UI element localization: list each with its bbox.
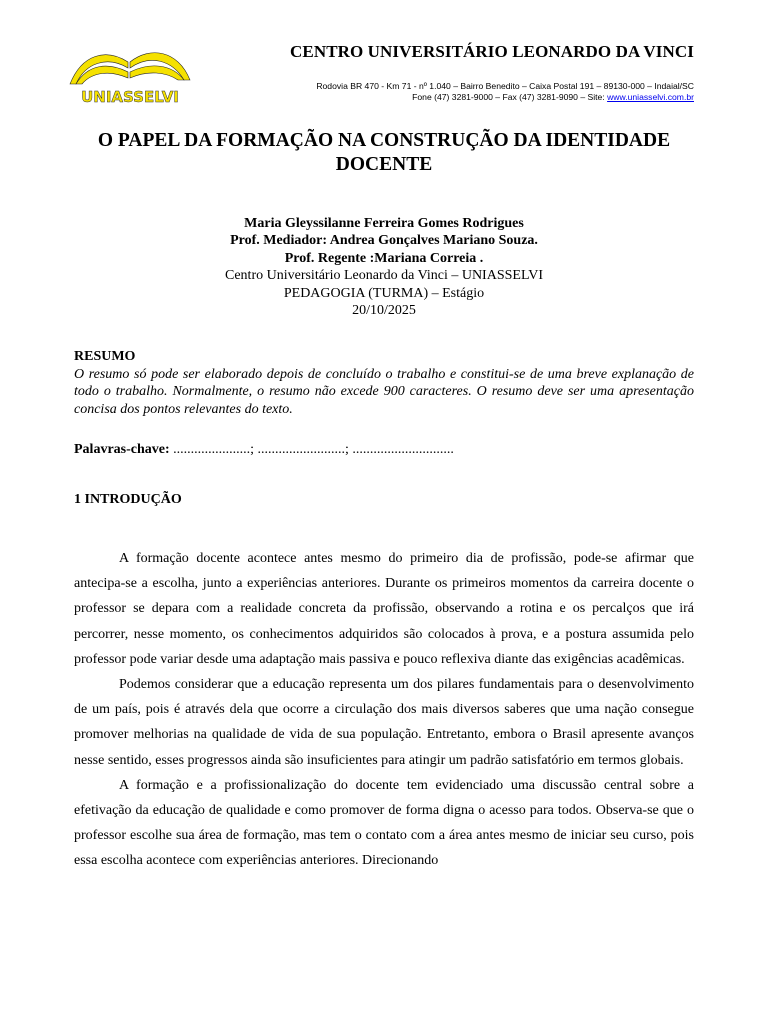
- abstract-text: O resumo só pode ser elaborado depois de concluído o trabalho e constitui-se de uma breve explanação de todo o trabalho. Normalmente, o resumo não excede 900 caracteres. O resumo deve ser uma apresentação concisa dos pontos relevantes do texto.: [74, 367, 694, 417]
- keywords-value: ......................; .........................; .............................: [169, 442, 454, 457]
- author-name: Maria Gleyssilanne Ferreira Gomes Rodrigues: [244, 216, 524, 231]
- paragraph: A formação e a profissionalização do docente tem evidenciado uma discussão central sobre a efetivação da educação de qualidade e como promover de forma digna o acesso para todos. Observa-se que o professor escolhe sua área de formação, mas tem o contato com a área antes mesmo de iniciar seu curso, pois essa escolha acontece com experiências anteriores. Direcionando: [74, 777, 694, 869]
- contact-line: [210, 92, 694, 103]
- abstract-heading: RESUMO: [74, 349, 136, 364]
- author-institution: Centro Universitário Leonardo da Vinci – UNIASSELVI: [225, 268, 543, 284]
- address-line: Rodovia BR 470 - Km 71 - nº 1.040 – Bairro Benedito – Caixa Postal 191 – 89130-000 – Indaial/SC: [316, 81, 694, 91]
- institution-name: CENTRO UNIVERSITÁRIO LEONARDO DA VINCI: [290, 42, 694, 61]
- document-date: 20/10/2025: [352, 303, 416, 319]
- introduction-heading: 1 INTRODUÇÃO: [74, 492, 182, 507]
- institution-address: [210, 81, 694, 103]
- site-link[interactable]: www.uniasselvi.com.br: [607, 92, 694, 102]
- contact-phone-fax: Fone (47) 3281-9000 – Fax (47) 3281-9090 – Site:: [412, 92, 608, 102]
- author-block: [74, 215, 694, 319]
- document-title: O PAPEL DA FORMAÇÃO NA CONSTRUÇÃO DA IDENTIDADE DOCENTE: [97, 130, 671, 175]
- course-name: PEDAGOGIA (TURMA) – Estágio: [283, 285, 485, 301]
- paragraph: A formação docente acontece antes mesmo do primeiro dia de profissão, pode-se afirmar que antecipa-se a escolha, junto a experiências anteriores. Durante os primeiros momentos da carreira docente o professor se depara com a realidade concreta da profissão, observando a rotina e os percalços que irá percorrer, nesse momento, os conhecimentos adquiridos são colocados à prova, e a postura assumida pelo professor pode variar desde uma adaptação mais passiva e pouco reflexiva diante das exigências acadêmicas.: [74, 551, 694, 667]
- mediator-name: Prof. Mediador: Andrea Gonçalves Mariano Souza.: [230, 233, 538, 249]
- introduction-body: [74, 546, 694, 874]
- logo-wordmark: UNIASSELVI: [81, 88, 179, 106]
- paragraph: Podemos considerar que a educação representa um dos pilares fundamentais para o desenvolvimento de um país, pois é através dela que ocorre a circulação dos mais diversos saberes que uma nação consegue promover melhorias na qualidade de vida de sua população. Entretanto, embora o Brasil apresente avanços nesse sentido, esses progressos ainda são insuficientes para atingir um padrão satisfatório em termos globais.: [74, 677, 694, 768]
- keywords-label: Palavras-chave:: [74, 442, 170, 457]
- uniasselvi-logo: [66, 40, 194, 106]
- keywords-line: [74, 442, 454, 458]
- regent-name: Prof. Regente :Mariana Correia .: [284, 250, 484, 266]
